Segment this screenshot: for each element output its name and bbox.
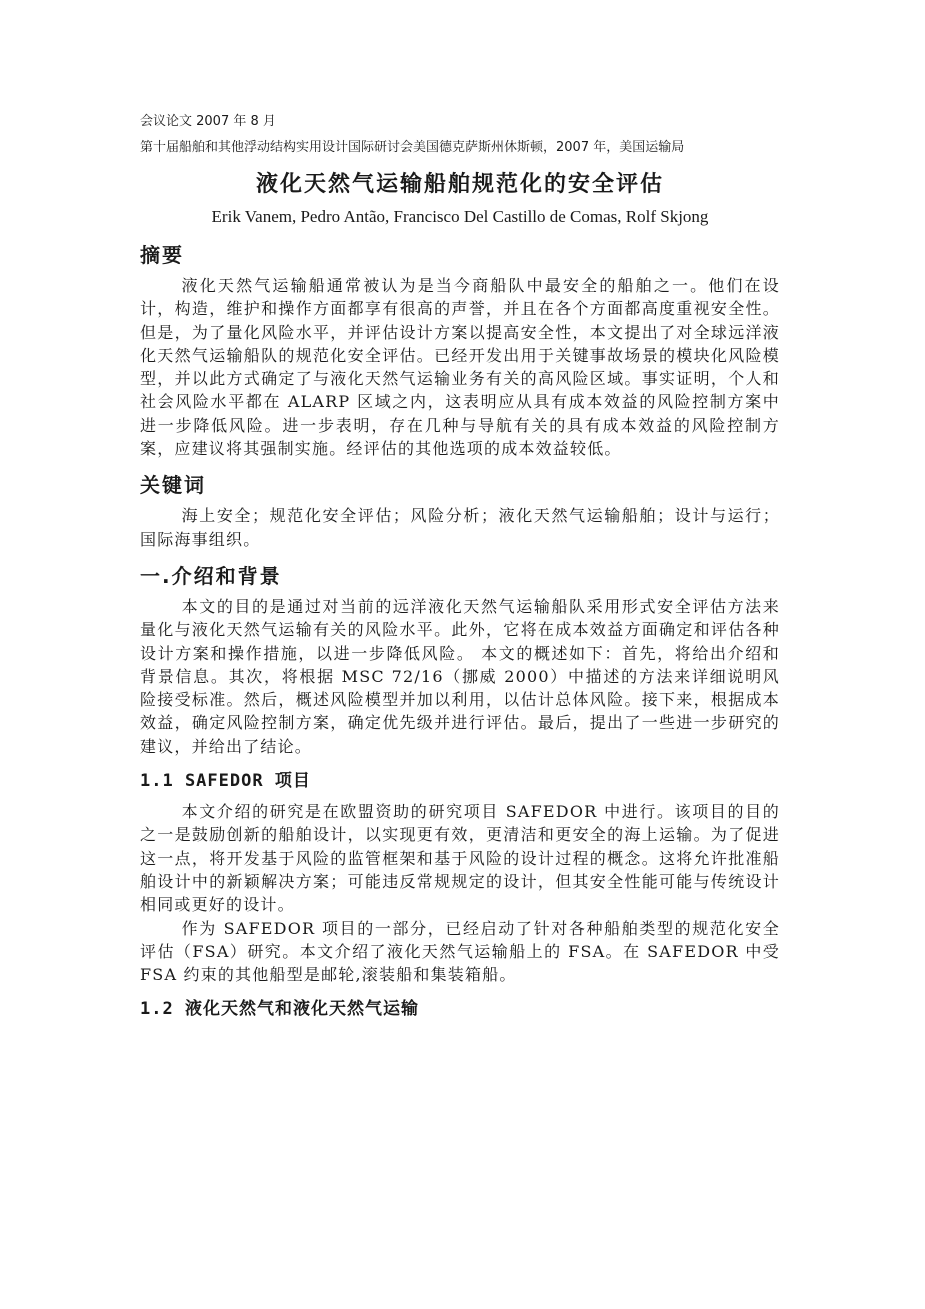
abstract-heading: 摘要 bbox=[140, 243, 184, 267]
section-1-text: 本文的目的是通过对当前的远洋液化天然气运输船队采用形式安全评估方法来量化与液化天然气运输有关的风险水平。此外，它将在成本效益方面确定和评估各种设计方案和操作措施，以进一步降低风险。 本文的概述如下：首先，将给出介绍和背景信息。其次，将根据 MSC 72/16（挪威 2000）中描述的方法来详细说明风险接受标准。然后，概述风险模型并加以利用，以估计总体风险。接下来，根据成本效益，确定风险控制方案，确定优先级并进行评估。最后，提出了一些进一步研究的建议，并给出了结论。 bbox=[140, 596, 780, 756]
paper-authors: Erik Vanem, Pedro Antão, Francisco Del Castillo de Comas, Rolf Skjong bbox=[211, 207, 709, 226]
document-page bbox=[140, 112, 780, 1028]
section-1-1-heading: 1.1 SAFEDOR 项目 bbox=[140, 771, 311, 792]
section-1-1-paragraph-1: 本文介绍的研究是在欧盟资助的研究项目 SAFEDOR 中进行。该项目的目的之一是鼓励创新的船舶设计，以实现更有效，更清洁和更安全的海上运输。为了促进这一点，将开发基于风险的监管框架和基于风险的设计过程的概念。这将允许批准船舶设计中的新颖解决方案；可能违反常规规定的设计，但其安全性能可能与传统设计相同或更好的设计。 bbox=[140, 802, 780, 915]
section-1-1-paragraph-2: 作为 SAFEDOR 项目的一部分，已经启动了针对各种船舶类型的规范化安全评估（FSA）研究。本文介绍了液化天然气运输船上的 FSA。在 SAFEDOR 中受 FSA 约束的其他船型是邮轮,滚装船和集装箱船。 bbox=[140, 918, 780, 985]
abstract-text: 液化天然气运输船通常被认为是当今商船队中最安全的船舶之一。他们在设计，构造，维护和操作方面都享有很高的声誉，并且在各个方面都高度重视安全性。但是，为了量化风险水平，并评估设计方案以提高安全性，本文提出了对全球远洋液化天然气运输船队的规范化安全评估。已经开发出用于关键事故场景的模块化风险模型，并以此方式确定了与液化天然气运输业务有关的高风险区域。事实证明，个人和社会风险水平都在 ALARP 区域之内，这表明应从具有成本效益的风险控制方案中进一步降低风险。进一步表明，存在几种与导航有关的具有成本效益的风险控制方案，应建议将其强制实施。经评估的其他选项的成本效益较低。 bbox=[140, 276, 780, 459]
section-1-2-heading: 1.2 液化天然气和液化天然气运输 bbox=[140, 999, 419, 1020]
keywords-heading: 关键词 bbox=[140, 473, 206, 498]
keywords-text: 海上安全；规范化安全评估；风险分析；液化天然气运输船舶；设计与运行；国际海事组织。 bbox=[140, 506, 780, 549]
conference-info: 第十届船舶和其他浮动结构实用设计国际研讨会美国德克萨斯州休斯顿，2007 年，美国运输局 bbox=[140, 140, 685, 155]
section-1-heading: 一.介绍和背景 bbox=[140, 563, 282, 588]
conference-date: 会议论文 2007 年 8 月 bbox=[140, 114, 276, 129]
paper-title: 液化天然气运输船舶规范化的安全评估 bbox=[255, 172, 664, 197]
